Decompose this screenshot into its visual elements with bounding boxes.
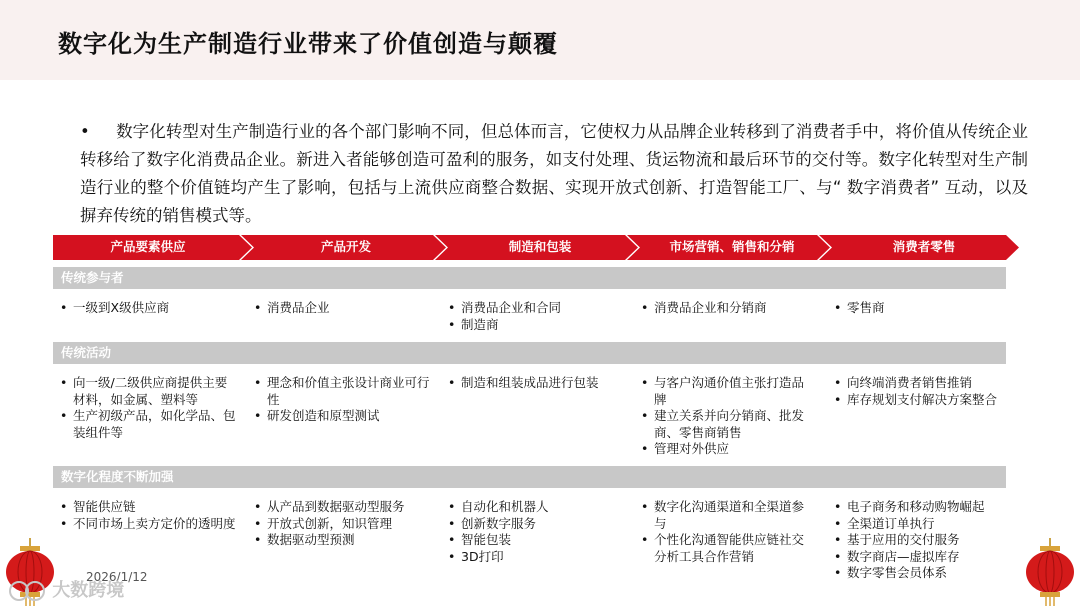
list-item: • 建立关系并向分销商、批发商、零售商销售 xyxy=(641,408,811,441)
list-item: • 智能供应链 xyxy=(60,499,236,516)
stage-label-1: 产品要素供应 xyxy=(110,239,186,254)
list-item: • 数据驱动型预测 xyxy=(254,532,430,549)
list-item: • 数字零售会员体系 xyxy=(834,565,1014,582)
cell-digital-retail xyxy=(834,499,1014,582)
list-item: • 数字化沟通渠道和全渠道参与 xyxy=(641,499,811,532)
list-item: • 理念和价值主张设计商业可行性 xyxy=(254,375,430,408)
cell-players-manufacturing xyxy=(448,300,624,333)
watermark xyxy=(8,576,124,602)
list-item: • 消费品企业和合同 xyxy=(448,300,624,317)
list-item: • 零售商 xyxy=(834,300,1010,317)
list-item: • 自动化和机器人 xyxy=(448,499,624,516)
cell-players-development xyxy=(254,300,430,317)
list-item: • 制造商 xyxy=(448,317,624,334)
stage-label-4: 市场营销、销售和分销 xyxy=(669,239,795,254)
value-chain-stages xyxy=(53,235,1013,259)
watermark-logo-icon xyxy=(8,580,46,602)
stage-label-2: 产品开发 xyxy=(320,239,371,254)
list-item: • 消费品企业和分销商 xyxy=(641,300,817,317)
cell-activities-manufacturing xyxy=(448,375,624,392)
list-item: • 库存规划支付解决方案整合 xyxy=(834,392,1004,409)
footer-date: 2026/1/12 xyxy=(86,570,148,584)
cell-players-retail xyxy=(834,300,1010,317)
cell-activities-retail xyxy=(834,375,1004,408)
list-item: • 创新数字服务 xyxy=(448,516,624,533)
row-header-digitalization: 数字化程度不断加强 xyxy=(53,466,1006,488)
list-item: • 向终端消费者销售推销 xyxy=(834,375,1004,392)
cell-digital-development xyxy=(254,499,430,549)
cell-activities-supply xyxy=(60,375,236,441)
list-item: • 研发创造和原型测试 xyxy=(254,408,430,425)
cell-digital-supply xyxy=(60,499,236,532)
list-item: • 消费品企业 xyxy=(254,300,430,317)
list-item: • 开放式创新，知识管理 xyxy=(254,516,430,533)
watermark-text: 大数跨境 xyxy=(52,580,125,601)
list-item: • 全渠道订单执行 xyxy=(834,516,1014,533)
list-item: • 智能包装 xyxy=(448,532,624,549)
list-item: • 制造和组装成品进行包装 xyxy=(448,375,624,392)
page-title: 数字化为生产制造行业带来了价值创造与颠覆 xyxy=(58,30,558,58)
list-item: • 与客户沟通价值主张打造品牌 xyxy=(641,375,811,408)
lantern-icon xyxy=(1022,538,1078,606)
stage-label-5: 消费者零售 xyxy=(892,239,956,254)
cell-activities-marketing xyxy=(641,375,811,458)
list-item: • 不同市场上卖方定价的透明度 xyxy=(60,516,236,533)
list-item: • 生产初级产品，如化学品、包装组件等 xyxy=(60,408,236,441)
list-item: • 数字商店—虚拟库存 xyxy=(834,549,1014,566)
list-item: • 向一级/二级供应商提供主要材料，如金属、塑料等 xyxy=(60,375,236,408)
stage-label-3: 制造和包装 xyxy=(508,239,572,254)
row-header-traditional-players: 传统参与者 xyxy=(53,267,1006,289)
intro-bullet: • xyxy=(80,122,90,141)
cell-players-marketing xyxy=(641,300,817,317)
cell-digital-manufacturing xyxy=(448,499,624,565)
list-item: • 管理对外供应 xyxy=(641,441,811,458)
cell-digital-marketing xyxy=(641,499,811,565)
list-item: • 一级到X级供应商 xyxy=(60,300,236,317)
row-header-traditional-activities: 传统活动 xyxy=(53,342,1006,364)
cell-players-supply xyxy=(60,300,236,317)
list-item: • 3D打印 xyxy=(448,549,624,566)
intro-text: 数字化转型对生产制造行业的各个部门影响不同，但总体而言，它使权力从品牌企业转移到了消费者手中，将价值从传统企业转移给了数字化消费品企业。新进入者能够创造可盈利的服务，如支付处理、货运物流和最后环节的交付等。数字化转型对生产制造行业的整个价值链均产生了影响，包括与上流供应商整合数据、实现开放式创新、打造智能工厂、与“ 数字消费者” 互动，以及摒弃传统的销售模式等。 xyxy=(80,122,1028,225)
list-item: • 个性化沟通智能供应链社交分析工具合作营销 xyxy=(641,532,811,565)
list-item: • 从产品到数据驱动型服务 xyxy=(254,499,430,516)
list-item: • 基于应用的交付服务 xyxy=(834,532,1014,549)
cell-activities-development xyxy=(254,375,430,425)
intro-paragraph xyxy=(80,118,1028,230)
list-item: • 电子商务和移动购物崛起 xyxy=(834,499,1014,516)
